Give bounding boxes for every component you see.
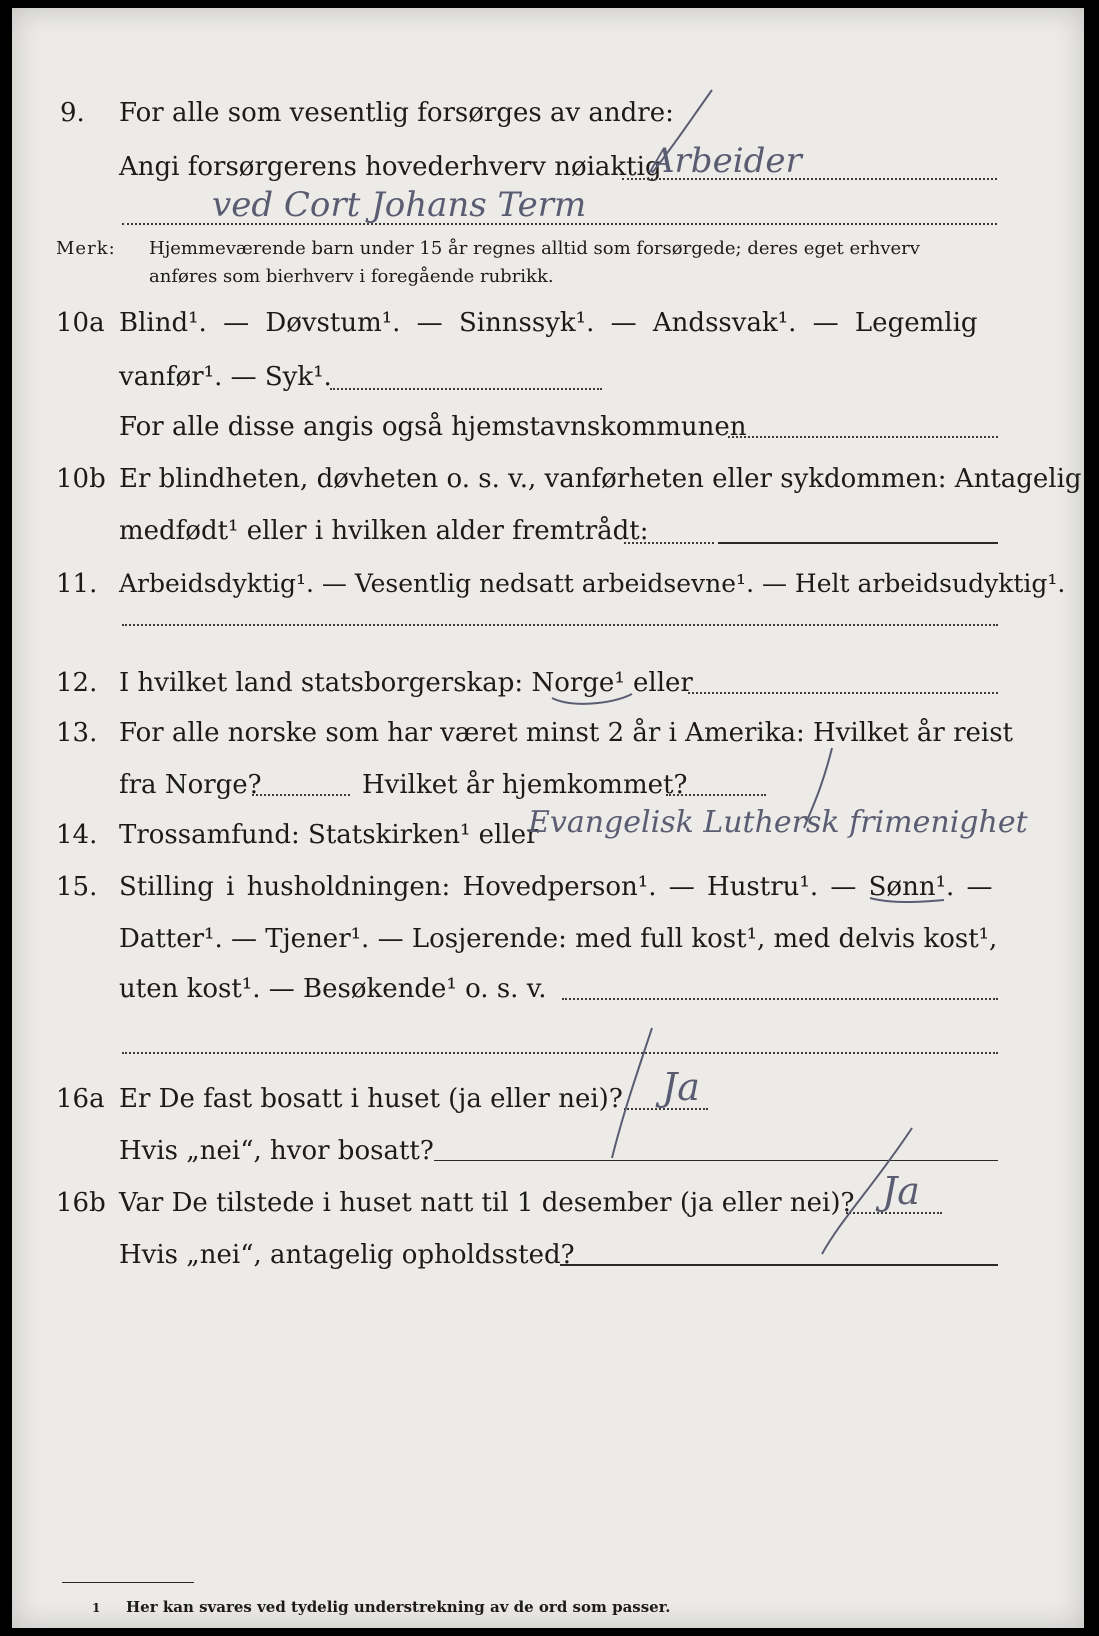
question-10b-line-1: Er blindheten, døvheten o. s. v., vanførheten eller sykdommen: Antagelig	[119, 464, 1082, 494]
question-10a-line-1: Blind¹. — Døvstum¹. — Sinnssyk¹. — Andssvak¹. — Legemlig	[119, 308, 978, 338]
question-13-line-2b: Hvilket år hjemkommet?	[362, 770, 688, 800]
footnote-text: Her kan svares ved tydelig understrekning av de ord som passer.	[126, 1598, 671, 1616]
question-16a-line-1: Er De fast bosatt i huset (ja eller nei)?	[119, 1084, 623, 1114]
handwritten-answer-employer: ved Cort Johans Term	[212, 185, 587, 225]
handwritten-answer-present: Ja	[882, 1169, 920, 1213]
question-14-number: 14.	[56, 820, 98, 850]
question-12-line-1: I hvilket land statsborgerskap: Norge¹ eller	[119, 668, 693, 698]
question-13-line-2a: fra Norge?	[119, 770, 262, 800]
note-label: Merk:	[56, 238, 116, 259]
question-10b-line-2: medfødt¹ eller i hvilken alder fremtrådt:	[119, 516, 649, 546]
question-10a-line-3: For alle disse angis også hjemstavnskommunen	[119, 412, 747, 442]
question-16b-line-1: Var De tilstede i huset natt til 1 desember (ja eller nei)?	[119, 1188, 855, 1218]
question-16a-number: 16a	[56, 1084, 105, 1114]
question-15-line-3: uten kost¹. — Besøkende¹ o. s. v.	[119, 974, 547, 1004]
question-10b-number: 10b	[56, 464, 106, 494]
question-11-number: 11.	[56, 569, 98, 599]
question-14-line-1: Trossamfund: Statskirken¹ eller	[119, 820, 539, 850]
question-13-line-1: For alle norske som har været minst 2 år i Amerika: Hvilket år reist	[119, 718, 1013, 748]
question-16b-line-2: Hvis „nei“, antagelig opholdssted?	[119, 1240, 575, 1270]
question-12-number: 12.	[56, 668, 98, 698]
census-form-page	[12, 8, 1084, 1628]
question-9-number: 9.	[60, 98, 85, 128]
question-9-line-1: For alle som vesentlig forsørges av andre:	[119, 98, 674, 128]
question-15-line-2: Datter¹. — Tjener¹. — Losjerende: med full kost¹, med delvis kost¹,	[119, 924, 998, 954]
footnote-marker: 1	[92, 1601, 101, 1615]
question-13-number: 13.	[56, 718, 98, 748]
note-line-2: anføres som bierhverv i foregående rubrikk.	[149, 266, 554, 287]
question-11-line-1: Arbeidsdyktig¹. — Vesentlig nedsatt arbeidsevne¹. — Helt arbeidsudyktig¹.	[119, 569, 1066, 598]
note-line-1: Hjemmeværende barn under 15 år regnes alltid som forsørgede; deres eget erhverv	[149, 238, 920, 259]
handwritten-answer-resident: Ja	[662, 1065, 700, 1109]
question-10a-number: 10a	[56, 308, 105, 338]
question-15-line-1: Stilling i husholdningen: Hovedperson¹. — Hustru¹. — Sønn¹. —	[119, 872, 993, 902]
question-9-line-2: Angi forsørgerens hovederhverv nøiaktig	[119, 152, 662, 182]
question-16b-number: 16b	[56, 1188, 106, 1218]
question-16a-line-2: Hvis „nei“, hvor bosatt?	[119, 1136, 434, 1166]
question-10a-line-2: vanfør¹. — Syk¹.	[119, 362, 332, 392]
handwritten-answer-occupation: Arbeider	[650, 141, 802, 181]
handwritten-answer-denomination: Evangelisk Luthersk frimenighet	[528, 805, 1028, 840]
handwriting-strokes	[12, 8, 1084, 1628]
question-15-number: 15.	[56, 872, 98, 902]
